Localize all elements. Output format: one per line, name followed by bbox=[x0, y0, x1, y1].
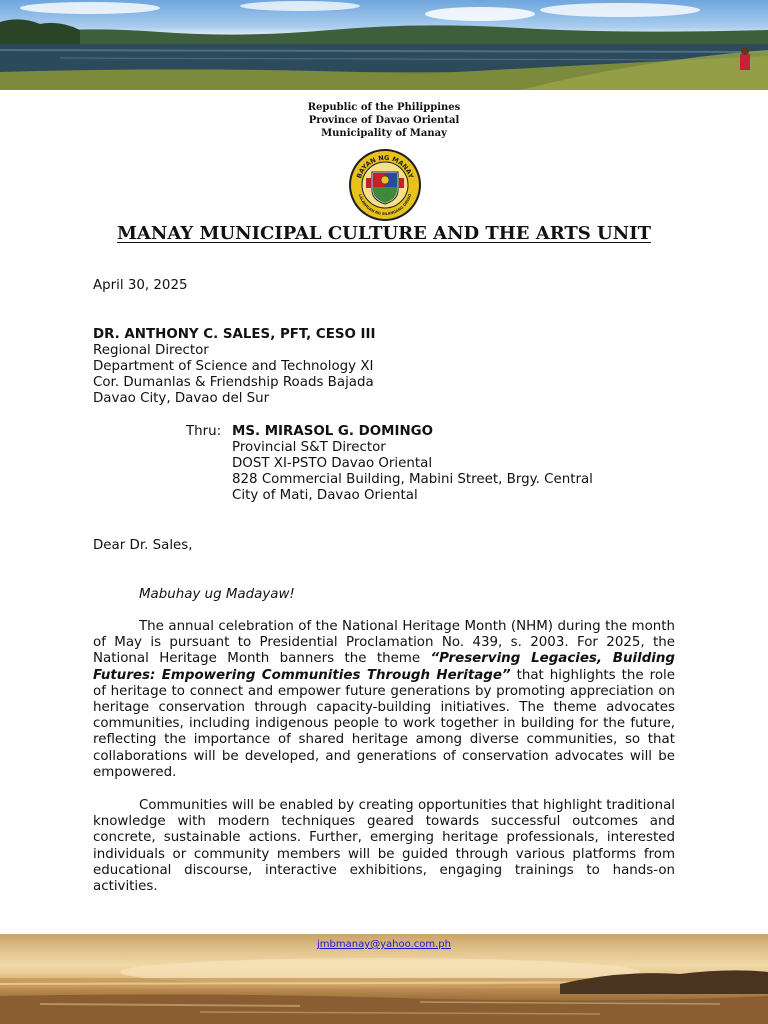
body-paragraph-2: Communities will be enabled by creating opportunities that highlight traditional knowledge with modern techniques geared towards successful outcomes and concrete, sustainable actions. Further, emerging heritage professionals, interested individuals or community members will be guided through various platforms from educational discourse, interactive exhibitions, engaging trainings to hands-on activities. bbox=[93, 798, 675, 895]
header-republic: Republic of the Philippines bbox=[307, 102, 461, 113]
thru-position: Provincial S&T Director bbox=[232, 440, 386, 455]
paragraph-1-body: that highlights the role of heritage to connect and empower future generations by promoting appreciation on heritage conservation through capacity-building initiatives. The theme advocates communities, including indigenous people to work together in building for the future, reflecting the importance of shared heritage among diverse communities, so that collaborations will be developed, and generations of conservation advocates will be empowered. bbox=[93, 667, 676, 780]
seal-text-top: BAYAN NG MANAY bbox=[355, 153, 415, 180]
unit-title-text: MANAY MUNICIPAL CULTURE AND THE ARTS UNIT bbox=[116, 223, 652, 244]
header-landscape-drawing bbox=[0, 0, 768, 90]
body-paragraph-1 bbox=[93, 619, 675, 781]
header-province: Province of Davao Oriental bbox=[308, 115, 460, 126]
seal-text-bottom: LALAWIGAN NG SILANGANG DAVAO bbox=[357, 193, 413, 217]
recipient-position: Regional Director bbox=[93, 343, 209, 358]
thru-office: DOST XI-PSTO Davao Oriental bbox=[232, 456, 433, 471]
letter-date: April 30, 2025 bbox=[93, 278, 188, 293]
unit-title bbox=[0, 223, 768, 244]
municipal-seal-logo bbox=[348, 148, 422, 222]
recipient-address-line2: Davao City, Davao del Sur bbox=[93, 391, 270, 406]
header-municipality: Municipality of Manay bbox=[321, 128, 447, 139]
recipient-name: DR. ANTHONY C. SALES, PFT, CESO III bbox=[93, 327, 376, 342]
thru-label: Thru: bbox=[186, 424, 222, 439]
nhm-theme: “Preserving Legacies, Building Futures: Empowering Communities Through Heritage” bbox=[93, 651, 675, 683]
thru-name: MS. MIRASOL G. DOMINGO bbox=[232, 424, 434, 439]
thru-address-line2: City of Mati, Davao Oriental bbox=[232, 488, 418, 503]
footer-email-link[interactable]: jmbmanay@yahoo.com.ph bbox=[317, 939, 451, 950]
government-header bbox=[0, 101, 768, 140]
recipient-office: Department of Science and Technology XI bbox=[93, 359, 374, 374]
header-landscape-photo bbox=[0, 0, 768, 90]
greeting: Mabuhay ug Madayaw! bbox=[139, 587, 295, 602]
recipient-address-line1: Cor. Dumanlas & Friendship Roads Bajada bbox=[93, 375, 374, 390]
paragraph-1-intro: The annual celebration of the National Heritage Month (NHM) during the month of May is pursuant to Presidential Proclamation No. 439, s. 2003. For 2025, the National Heritage Month banners the theme bbox=[93, 619, 675, 667]
salutation: Dear Dr. Sales, bbox=[93, 538, 193, 553]
thru-address-line1: 828 Commercial Building, Mabini Street, Brgy. Central bbox=[232, 472, 593, 487]
